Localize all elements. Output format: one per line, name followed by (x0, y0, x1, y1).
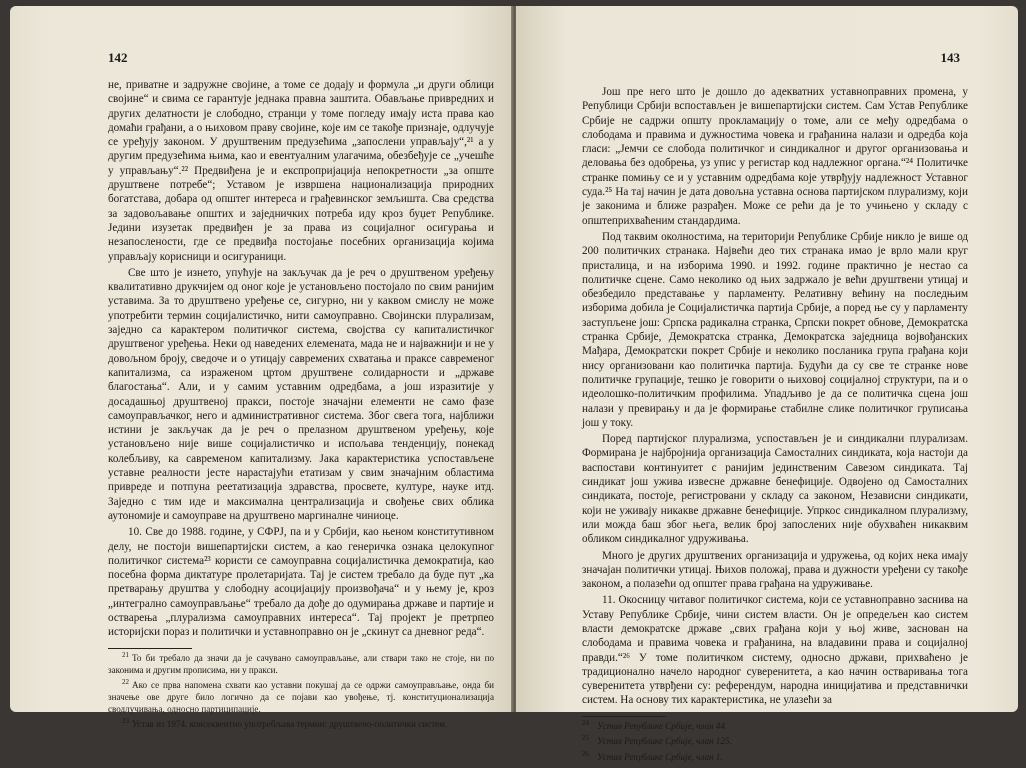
footnote-text: Устав Републике Србије, члан 44. (597, 720, 728, 731)
footnote-mark: 26 (582, 749, 589, 758)
paragraph: Под таквим околностима, на територији Републике Србије никло је више од 200 политичких странака. Највећи део тих странака имао је врло мали круг присталица, и на изборима 1990. и 1992. године практично је нестао са политичке сцене. Само неколико од њих задржало је већи друштвени утицај и обезбедило представање у парламенту. Релативну већину на последњим изборима добила је Социјалистичка партија Србије, а поред ње су у парламенту заступљене још: Српска радикална странка, Српски покрет обнове, Демократска странка Србије, Демократска странка, Демократска заједница војвођанских Мађара, Демократски покрет Србије и неколико посланика група грађана који нису организовани као политичка партија. Будући да су све те странке нове политичке групације, тешко је говорити о њиховој социјалној структури, па и о идеолошко-политичким профилима. Упадљиво је да се политичка сцена још налази у превирању и да је формирање стабилне слике политичког груписања још у току. (582, 230, 968, 429)
footnote-text: Устав Републике Србије, члан 1. (597, 751, 723, 762)
footnote (582, 736, 968, 749)
footnotes (582, 718, 968, 765)
right-page (516, 6, 1018, 762)
paragraph: 11. Окосницу читавог политичког система, који се уставноправно заснива на Уставу Републике Србије, чини систем власти. Он је опредељен као систем власти демократске државе „свих грађана који у њој живе, заснован на слободама и правима човека и грађанина, на владавини права и социјалној правди.“²⁶ У томе политичком систему, односно држави, прихваћено је традиционално начело народног суверенитета, а као начин остваривања тога суверенитета утврђени су: референдум, народна иницијатива и представнички систем. На основу тих карактеристика, не улазећи за (582, 594, 968, 707)
page-number: 143 (940, 50, 960, 65)
footnote-mark: 25 (582, 734, 589, 743)
footnote-rule (582, 716, 666, 717)
footnote-mark: 21 (122, 650, 129, 659)
footnote (582, 749, 968, 765)
left-page (10, 6, 513, 729)
footnote-text: Ако се прва напомена схвати као уставни покушај да се одржи самоуправљање, онда би значење ове друге било логично да се појави као увођење, тј. конституционализација сводлучивања, односно партиципације. (108, 679, 494, 714)
footnote (582, 718, 968, 734)
paragraph: Све што је изнето, упућује на закључак да је реч о друштвеном уређењу квалитативно друкчијем од оног које је установљено постојало по свим ранијим уставима. За то друштвено уређење се, сигурно, ни у каквом смислу не може употребити термин социјалистичко, нити самоуправно. Својински плурализам, заједно са карактером политичког система, својства су капиталистичког друштвеног уређења. Неки од наведених елемената, мада не и најважнији и не у довољном броју, сведоче и о утицају савремених схватања и праксе савременог капитализма, са израженом цртом друштвене солидарности и „државе благостања“. Али, и у самим уставним одредбама, а још изразитије у досадашњој друштвеној пракси, постоје значајни елементи не само фазе самоуправљачког, него и административног система. Због свега тога, најближи истини је закључак да је реч о прелазном друштвеном уређењу, које установљено није више социјалистичко и испољава тенденцију, понекад колебљиву, ка савременом капитализму. Јака карактеристика успостављене уставне реалности јесте нарастајући етатизам у свим значајним областима привреде и потпуна реетатизација здравства, просвете, културе, науке итд. Заједно с тим иде и максимална централизација и свођење свих облика аутономије и самоуправе на друштвено маргиналне чиниоце. (108, 266, 494, 522)
footnotes (108, 650, 494, 732)
footnote-mark: 24 (582, 718, 589, 727)
footnote-text: Устав Републике Србије, члан 125. (597, 736, 732, 747)
footnote-text: Устав из 1974. консеквентно употребљава термин: друштвено-политички систем. (132, 718, 448, 729)
paragraph: Још пре него што је дошло до адекватних уставноправних промена, у Републици Србији вспостављен је вишепартијски систем. Сам Устав Републике Србије не садржи општу прокламацију о томе, али се међу одредбама о слободама и правима и дужностима човека и грађанина налази и одредба која гласи: „Јемчи се слобода политичког и синдикалног и другог организовања и деловања без одобрења, уз упис у регистар код надлежног органа.“²⁴ Политичке странке помињу се и у уставним одредбама које утврђују надлежност Уставног суда.²⁵ На тај начин је дата довољна уставна основа партијском плурализму, који је законима и ближе разрађен. Може се рећи да је то учињено у складу с општеприхваћеним стандардима. (582, 86, 968, 227)
page-number: 142 (108, 50, 128, 65)
footnote-mark: 22 (122, 677, 129, 686)
page-body (582, 83, 968, 768)
footnote-mark: 23 (122, 716, 129, 725)
paragraph: 10. Све до 1988. године, у СФРЈ, па и у Србији, као њеном конститутивном делу, не постоји вишепартијски систем, а као генеричка ознака целокупног политичког система²³ користи се самоуправна социјалистичка демократија, као посебна форма диктатуре пролетаријата. Тај је систем требало да буде пут „ка претварању друштва у слободну асоцијацију произвођача“ и у њему је, кроз „интегрално самоуправљање“ требало да дође до одумирања државе и партије и остварења „плурализма самоуправних интереса“. Тај пројект је претрпео историјски пораз и политички и уставноправно он је „скинут са дневног реда“. (108, 526, 494, 639)
paragraph: Поред партијског плурализма, успостављен је и синдикални плурализам. Формирана је најбројнија организација Самосталних синдиката, која настоји да васпостави континуитет с ранијим јединственим Савезом синдиката. Тај синдикат још ужива извесне државне бенефиције. Одвојено од Самосталних синдиката, постоје, регистровани у складу са законом, Независни синдикати, који не уживају никакве државне бенефиције. Упркос синдикалном плурализму, или можда баш због њега, велик број запослених није обухваћен никаквим обликом синдикалног удруживања. (582, 433, 968, 546)
footnote (108, 650, 494, 677)
footnote (108, 716, 494, 732)
footnote-text: То би требало да значи да је сачувано самоуправљање, али ствари тако не стоје, ни по законима и другим прописима, ни у пракси. (108, 652, 494, 676)
footnote-rule (108, 648, 192, 649)
paragraph: Много је других друштвених организација и удружења, од којих нека имају значајан политички утицај. Њихов положај, права и дужности уређени су такође законом, а полазећи од општег права грађана на удруживање. (582, 549, 968, 591)
page-body (108, 78, 494, 734)
paragraph: не, приватне и задружне својине, а томе се додају и формула „и други облици својине“ и свима се гарантује једнака правна заштита. Обављање привредних и других делатности је слободно, странци у томе погледу имају иста права као домаћи грађани, а о њиховом праву својине, које им се такође признаје, одлучује се уређују законом. У друштвеним предузећима „запослени управљају“,²¹ а у другим предузећима њима, као и евентуалним улагачима, обезбеђује се „учешће у управљању“.²² Предвиђена је и експропријација непокретности „за опште друштвене потребе“; Уставом је извршена национализација природних богатстава, добара од општег интереса и грађевинског земљишта. Сва средства за задовољавање општих и заједничких потреба иду кроз буџет Републике. Једини изузетак предвиђен је за права из социјалног осигурања и незапослености, где се предвиђа постојање посебних организација којима управљају корисници и осигураници. (108, 79, 494, 263)
footnote (108, 677, 494, 716)
